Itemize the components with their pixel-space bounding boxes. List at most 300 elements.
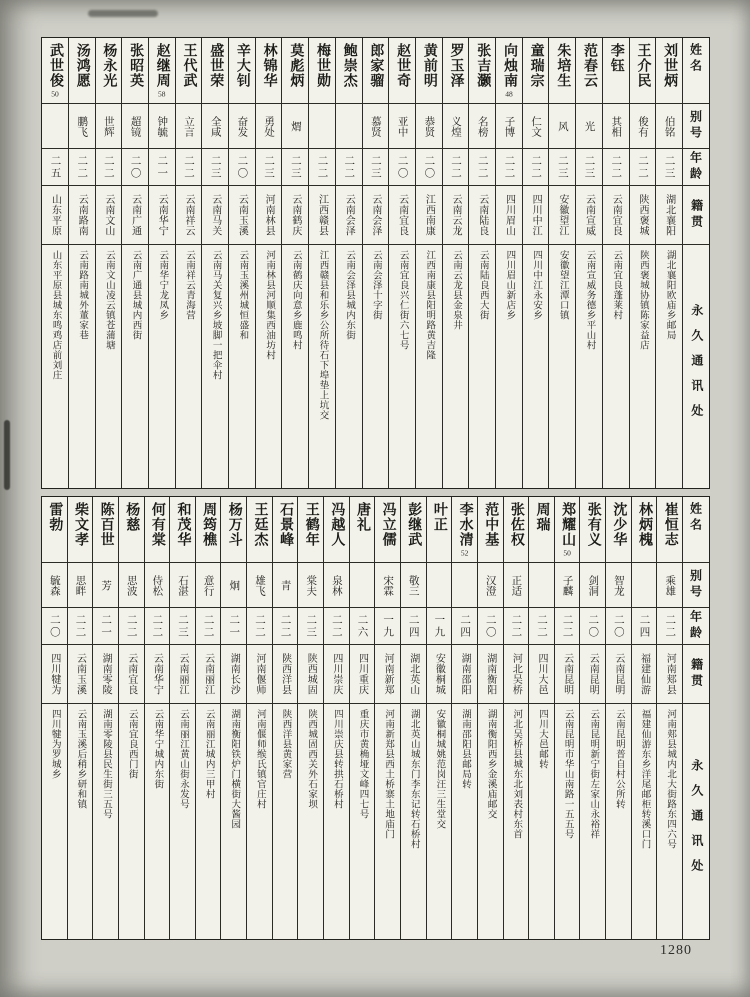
person-native-place: 河南郏县	[657, 645, 682, 704]
person-column	[144, 497, 170, 939]
person-name-text: 叶正	[431, 502, 447, 532]
person-alias	[529, 563, 554, 608]
person-alias: 炯	[221, 563, 246, 608]
person-age: 二一	[93, 608, 118, 645]
person-address: 河南偃师缑氏镇官庄村	[254, 709, 265, 809]
registry-table-top	[41, 37, 710, 489]
person-name	[443, 38, 469, 104]
person-name-text: 朱培生	[555, 43, 571, 88]
person-native-place: 云南鹤庆	[282, 186, 308, 245]
person-name-text: 林炳槐	[637, 502, 653, 547]
scan-smudge-top	[88, 10, 158, 17]
person-alias: 芳	[93, 563, 118, 608]
person-column	[442, 38, 469, 488]
person-native-place: 云南丽江	[170, 645, 195, 704]
person-name	[363, 38, 389, 104]
person-address: 云南祥云青海营	[183, 250, 194, 320]
person-name	[96, 38, 122, 104]
person-native-place: 云南路南	[69, 186, 95, 245]
person-age: 一九	[427, 608, 452, 645]
person-age: 二三	[549, 149, 575, 186]
person-age: 二二	[273, 608, 298, 645]
person-column	[522, 38, 549, 488]
person-address: 云南丽江城内三甲村	[203, 709, 214, 799]
person-name-text: 柴文孝	[72, 502, 88, 547]
person-address: 云南华宁城内东街	[152, 709, 163, 789]
person-alias: 恭贤	[416, 104, 442, 149]
person-age: 二四	[452, 608, 477, 645]
person-column	[605, 497, 631, 939]
person-column	[308, 38, 335, 488]
person-native-place: 云南宜良	[119, 645, 144, 704]
person-alias	[350, 563, 375, 608]
person-address: 云南昆明新宁街左家山永裕祥	[588, 709, 599, 839]
person-age: 二二	[336, 149, 362, 186]
person-native-place: 陕西洋县	[273, 645, 298, 704]
person-alias: 煟	[282, 104, 308, 149]
person-address: 云南宣威务德乡平山村	[584, 250, 595, 350]
person-alias: 义煌	[443, 104, 469, 149]
person-name-text: 张吉灏	[475, 43, 491, 88]
person-address: 河南新郑县西土桥寨土地庙门	[383, 709, 394, 839]
header-native-label: 籍贯	[683, 186, 709, 245]
person-address: 河南林县河顺集西油坊村	[264, 250, 275, 360]
person-age: 二三	[282, 149, 308, 186]
person-address: 陕西褒城协镇陈家益店	[637, 250, 648, 350]
person-age: 二三	[298, 608, 323, 645]
person-native-place: 云南云龙	[443, 186, 469, 245]
person-name-number: 48	[505, 90, 513, 98]
header-name-label: 姓名	[683, 497, 709, 563]
person-name-text: 盛世荣	[208, 43, 224, 88]
person-column	[68, 38, 95, 488]
person-alias: 思畔	[68, 563, 93, 608]
person-name	[42, 497, 67, 563]
person-address: 安徽望江潭口镇	[557, 250, 568, 320]
person-name-text: 张昭英	[128, 43, 144, 88]
header-age-label: 年龄	[683, 149, 709, 186]
person-name-text: 罗玉泽	[448, 43, 464, 88]
person-age: 二三	[576, 149, 602, 186]
person-address: 云南宜良蓬莱村	[611, 250, 622, 320]
person-column	[602, 38, 629, 488]
person-name	[523, 38, 549, 104]
person-name	[469, 38, 495, 104]
person-age: 二二	[657, 608, 682, 645]
person-address: 河北吴桥县城东北刘表村东首	[511, 709, 522, 839]
person-age: 二二	[196, 608, 221, 645]
person-age: 二二	[529, 608, 554, 645]
person-alias: 鹏飞	[69, 104, 95, 149]
scan-smudge-left	[4, 420, 10, 490]
person-native-place: 河北吴桥	[504, 645, 529, 704]
person-name	[580, 497, 605, 563]
person-name-text: 刘世炳	[662, 43, 678, 88]
person-name	[555, 497, 580, 563]
person-column	[42, 38, 68, 488]
person-name-text: 崔恒志	[662, 502, 678, 547]
person-alias: 奋发	[229, 104, 255, 149]
person-column	[629, 38, 656, 488]
person-address: 云南华宁龙凤乡	[157, 250, 168, 320]
person-age: 二二	[119, 608, 144, 645]
person-address: 云南会泽县城内东街	[344, 250, 355, 340]
person-age: 二六	[350, 608, 375, 645]
person-age: 二二	[603, 149, 629, 186]
person-address: 福建仙游东乡洋尾邮柜转溪口门	[639, 709, 650, 849]
person-name-text: 郑耀山	[560, 502, 576, 547]
person-column	[272, 497, 298, 939]
person-age: 二二	[469, 149, 495, 186]
person-alias: 慕贤	[363, 104, 389, 149]
person-column	[631, 497, 657, 939]
person-column	[415, 38, 442, 488]
person-age: 二五	[42, 149, 68, 186]
person-age: 二三	[363, 149, 389, 186]
person-address: 云南陆良西大街	[477, 250, 488, 320]
person-age: 二三	[656, 149, 682, 186]
person-alias: 立言	[176, 104, 202, 149]
person-address: 江西南康县阳明路黄吉隆	[424, 250, 435, 360]
person-name-text: 向烛南	[501, 43, 517, 88]
person-alias: 智龙	[606, 563, 631, 608]
person-name	[606, 497, 631, 563]
person-alias: 风	[549, 104, 575, 149]
person-name	[336, 38, 362, 104]
person-name-text: 冯立儒	[380, 502, 396, 547]
person-alias: 全咸	[202, 104, 228, 149]
person-age: 二〇	[389, 149, 415, 186]
person-native-place: 湖南邵阳	[452, 645, 477, 704]
person-name-text: 冯越人	[329, 502, 345, 547]
person-address: 四川崇庆县转拱石桥村	[331, 709, 342, 809]
person-alias: 名榜	[469, 104, 495, 149]
person-native-place: 湖北襄阳	[656, 186, 682, 245]
person-name-text: 王廷杰	[252, 502, 268, 547]
person-name-text: 杨万斗	[226, 502, 242, 547]
person-name-text: 雷勃	[47, 502, 63, 532]
person-column	[477, 497, 503, 939]
person-age: 二二	[96, 149, 122, 186]
person-column	[169, 497, 195, 939]
person-address: 云南云龙县金泉井	[450, 250, 461, 330]
person-name	[149, 38, 175, 104]
person-age: 二二	[504, 608, 529, 645]
person-native-place: 四川重庆	[350, 645, 375, 704]
person-column	[201, 38, 228, 488]
person-name-text: 赵继周	[154, 43, 170, 88]
person-address: 山东平原县城东鸣鸡店前刘庄	[50, 250, 61, 380]
person-column	[548, 38, 575, 488]
person-name-text: 何有棠	[149, 502, 165, 547]
header-alias-label: 别号	[683, 563, 709, 608]
person-name-text: 汤鸿愿	[74, 43, 90, 88]
person-name	[549, 38, 575, 104]
person-native-place: 云南华宁	[145, 645, 170, 704]
person-alias: 乘雄	[657, 563, 682, 608]
person-address: 四川眉山新店乡	[504, 250, 515, 320]
person-name	[401, 497, 426, 563]
person-address: 四川中江永安乡	[531, 250, 542, 320]
person-name-text: 唐礼	[355, 502, 370, 532]
person-name-text: 范春云	[582, 43, 598, 88]
person-age: 二二	[555, 608, 580, 645]
person-alias: 超镜	[122, 104, 148, 149]
person-alias: 雄飞	[247, 563, 272, 608]
person-column	[281, 38, 308, 488]
header-age-label: 年龄	[683, 608, 709, 645]
person-name-number: 50	[563, 549, 571, 557]
person-name-text: 杨慈	[124, 502, 140, 532]
person-age: 二二	[68, 608, 93, 645]
person-address: 云南路南城外董家巷	[77, 250, 88, 340]
person-name-text: 杨永光	[101, 43, 117, 88]
person-age: 二二	[176, 149, 202, 186]
person-alias: 意行	[196, 563, 221, 608]
person-native-place: 江西南康	[416, 186, 442, 245]
person-alias: 泉林	[324, 563, 349, 608]
person-name	[632, 497, 657, 563]
person-name	[256, 38, 282, 104]
person-name-text: 周筠樵	[201, 502, 217, 547]
person-native-place: 云南宣威	[576, 186, 602, 245]
person-column	[468, 38, 495, 488]
person-alias: 剑洞	[580, 563, 605, 608]
person-address: 湖北襄阳欧庙乡邮局	[664, 250, 675, 340]
person-name-text: 王鹤年	[303, 502, 319, 547]
person-native-place: 山东平原	[42, 186, 68, 245]
person-native-place: 福建仙游	[632, 645, 657, 704]
person-native-place: 四川中江	[523, 186, 549, 245]
person-address: 四川大邑邮转	[536, 709, 547, 769]
person-native-place: 云南玉溪	[229, 186, 255, 245]
person-name	[196, 497, 221, 563]
person-age: 二二	[630, 149, 656, 186]
person-address: 云南昆明普自村公所转	[613, 709, 624, 809]
person-column	[228, 38, 255, 488]
person-native-place: 云南陆良	[469, 186, 495, 245]
person-name	[68, 497, 93, 563]
person-address: 湖南衡阳西乡金溪庙邮交	[485, 709, 496, 819]
person-native-place: 云南马关	[202, 186, 228, 245]
person-native-place: 安徽桐城	[427, 645, 452, 704]
person-name-text: 林锦华	[261, 43, 277, 88]
person-name	[42, 38, 68, 104]
person-address: 云南丽江黄山街永发号	[177, 709, 188, 809]
person-alias	[42, 104, 68, 149]
header-name-label: 姓名	[683, 38, 709, 104]
header-address-label: 永久通讯处	[689, 759, 704, 884]
person-column	[656, 497, 682, 939]
person-address: 云南宜良兴仁街六七号	[397, 250, 408, 350]
person-name-text: 张佐权	[508, 502, 524, 547]
person-alias: 钟毓	[149, 104, 175, 149]
person-address: 云南广通县城内西街	[130, 250, 141, 340]
person-native-place: 湖北英山	[401, 645, 426, 704]
person-name-text: 黄前明	[421, 43, 437, 88]
person-native-place: 云南宜良	[603, 186, 629, 245]
person-column	[388, 38, 415, 488]
person-column	[528, 497, 554, 939]
person-name	[478, 497, 503, 563]
person-name	[298, 497, 323, 563]
person-name	[247, 497, 272, 563]
person-address: 云南玉溪州城恒盛和	[237, 250, 248, 340]
person-name	[282, 38, 308, 104]
person-alias: 子博	[496, 104, 522, 149]
person-name	[93, 497, 118, 563]
person-column	[95, 38, 122, 488]
person-age: 二〇	[478, 608, 503, 645]
person-name	[309, 38, 335, 104]
person-native-place: 云南昆明	[580, 645, 605, 704]
person-column	[255, 38, 282, 488]
person-name	[496, 38, 522, 104]
person-name	[504, 497, 529, 563]
person-native-place: 陕西褒城	[630, 186, 656, 245]
person-name-number: 58	[158, 90, 166, 98]
person-age: 二〇	[416, 149, 442, 186]
person-name	[656, 38, 682, 104]
person-alias: 毓森	[42, 563, 67, 608]
person-name	[416, 38, 442, 104]
person-name-text: 莫彪炳	[288, 43, 304, 88]
person-native-place: 云南会泽	[336, 186, 362, 245]
person-native-place: 湖南衡阳	[478, 645, 503, 704]
person-address: 湖南衡阳铁炉门横街大酱园	[229, 709, 240, 829]
person-column	[148, 38, 175, 488]
person-native-place: 湖南零陵	[93, 645, 118, 704]
person-name	[375, 497, 400, 563]
person-name-text: 梅世勋	[315, 43, 331, 88]
person-column	[92, 497, 118, 939]
person-age: 二二	[309, 149, 335, 186]
person-name	[176, 38, 202, 104]
person-column	[67, 497, 93, 939]
person-native-place: 四川眉山	[496, 186, 522, 245]
person-age: 二二	[324, 608, 349, 645]
person-name	[389, 38, 415, 104]
person-alias: 伯铭	[656, 104, 682, 149]
person-name	[427, 497, 452, 563]
person-name-text: 赵世奇	[395, 43, 411, 88]
person-native-place: 河南新郑	[375, 645, 400, 704]
person-alias: 青	[273, 563, 298, 608]
person-column	[349, 497, 375, 939]
person-address: 云南文山凌云镇苍蒲塘	[103, 250, 114, 350]
person-address: 安徽桐城姚范岗汪三生堂交	[434, 709, 445, 829]
person-alias: 子麟	[555, 563, 580, 608]
person-address: 云南玉溪后稍乡研和镇	[75, 709, 86, 809]
person-age: 二一	[149, 149, 175, 186]
person-alias: 其相	[603, 104, 629, 149]
person-column	[118, 497, 144, 939]
person-column	[426, 497, 452, 939]
person-name-text: 沈少华	[611, 502, 627, 547]
person-native-place: 河南偃师	[247, 645, 272, 704]
person-column	[503, 497, 529, 939]
person-age: 二二	[145, 608, 170, 645]
person-column	[175, 38, 202, 488]
person-alias: 亚中	[389, 104, 415, 149]
person-name	[350, 497, 375, 563]
person-name-text: 陈百世	[98, 502, 114, 547]
person-age: 二〇	[42, 608, 67, 645]
header-native-label: 籍贯	[683, 645, 709, 704]
person-alias: 正适	[504, 563, 529, 608]
person-name	[229, 38, 255, 104]
person-alias	[452, 563, 477, 608]
attribute-header-column	[682, 38, 709, 488]
person-native-place: 云南广通	[122, 186, 148, 245]
person-alias	[309, 104, 335, 149]
person-name	[273, 497, 298, 563]
page-number: 1280	[660, 943, 692, 958]
person-name-text: 辛大钊	[234, 43, 250, 88]
person-name-text: 鲍崇杰	[341, 43, 357, 88]
person-native-place: 四川犍为	[42, 645, 67, 704]
person-native-place: 陕西城固	[298, 645, 323, 704]
person-column	[374, 497, 400, 939]
person-address: 云南马关复兴乡坡脚一把伞村	[210, 250, 221, 380]
person-name-text: 郎家骝	[368, 43, 384, 88]
header-alias-label: 别号	[683, 104, 709, 149]
person-address: 重庆市黄桷垭文峰四七号	[357, 709, 368, 819]
person-alias: 思波	[119, 563, 144, 608]
person-address: 陕西洋县黄家营	[280, 709, 291, 779]
person-native-place: 安徽望江	[549, 186, 575, 245]
person-alias: 棠夫	[298, 563, 323, 608]
person-age: 二三	[170, 608, 195, 645]
person-alias: 世辉	[96, 104, 122, 149]
person-name	[529, 497, 554, 563]
person-name	[69, 38, 95, 104]
person-native-place: 湖南长沙	[221, 645, 246, 704]
person-address: 河南郏县城内北大街路东四六号	[665, 709, 676, 849]
person-name	[603, 38, 629, 104]
person-name	[122, 38, 148, 104]
person-age: 二二	[496, 149, 522, 186]
person-column	[451, 497, 477, 939]
person-address: 江西赣县和乐乡公所待石下埠垫上坑交	[317, 250, 328, 420]
person-native-place: 云南玉溪	[68, 645, 93, 704]
person-name-text: 李钰	[608, 43, 624, 73]
person-alias: 宋霖	[375, 563, 400, 608]
person-column	[655, 38, 682, 488]
person-native-place: 云南宜良	[389, 186, 415, 245]
person-age: 二二	[69, 149, 95, 186]
person-column	[495, 38, 522, 488]
person-alias	[632, 563, 657, 608]
person-column	[335, 38, 362, 488]
person-name	[452, 497, 477, 563]
person-address: 云南宜良西门街	[126, 709, 137, 779]
person-alias: 俊有	[630, 104, 656, 149]
person-column	[195, 497, 221, 939]
person-name	[324, 497, 349, 563]
person-address: 云南鹤庆向意乡鹿鸣村	[290, 250, 301, 350]
person-address: 陕西城固西关外石家坝	[306, 709, 317, 809]
person-name-text: 武世俊	[47, 43, 63, 88]
person-age: 二〇	[122, 149, 148, 186]
person-name	[170, 497, 195, 563]
person-name	[630, 38, 656, 104]
person-name-text: 周瑞	[534, 502, 550, 532]
attribute-header-column	[682, 497, 709, 939]
person-age: 二四	[401, 608, 426, 645]
person-name-number: 50	[51, 90, 59, 98]
person-address: 湖北英山城东门李东记转石桥村	[408, 709, 419, 849]
